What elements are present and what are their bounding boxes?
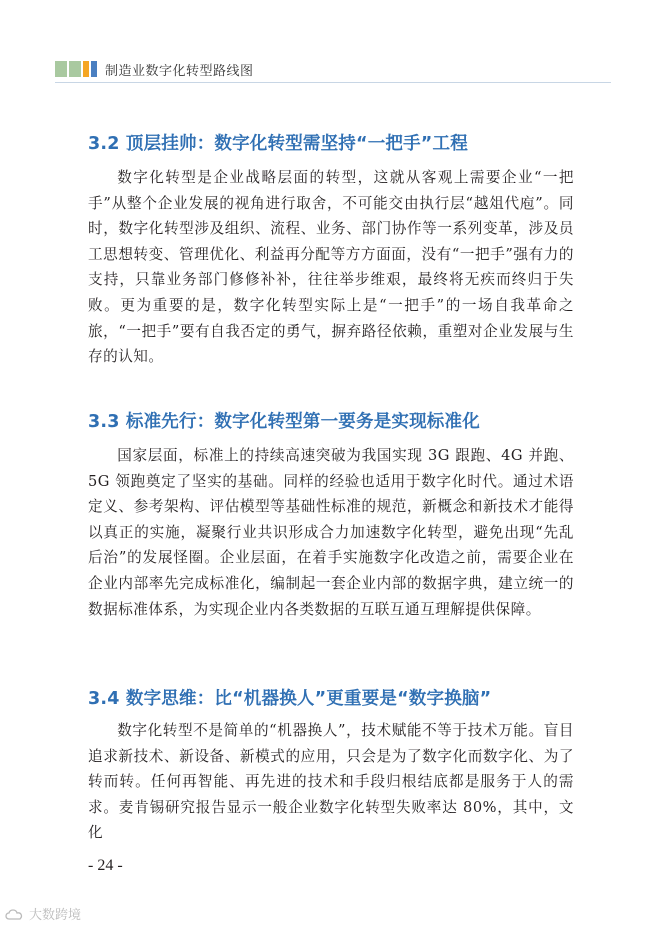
section-title-3-4: 3.4 数字思维：比“机器换人”更重要是“数字换脑” — [88, 689, 492, 709]
watermark — [4, 904, 81, 923]
section-title-3-2: 3.2 顶层挂帅：数字化转型需坚持“一把手”工程 — [88, 134, 468, 154]
header-title: 制造业数字化转型路线图 — [105, 63, 254, 79]
section-paragraph-3-2: 数字化转型是企业战略层面的转型，这就从客观上需要企业“一把手”从整个企业发展的视角进行取舍，不可能交由执行层“越俎代庖”。同时，数字化转型涉及组织、流程、业务、部门协作等一系列变革，涉及员工思想转变、管理优化、利益再分配等方方面面，没有“一把手”强有力的支持，只靠业务部门修修补补，往往举步维艰，最终将无疾而终归于失败。更为重要的是，数字化转型实际上是“一把手”的一场自我革命之旅，“一把手”要有自我否定的勇气，摒弃路径依赖，重塑对企业发展与生存的认知。 — [88, 169, 574, 366]
section-title-3-3: 3.3 标准先行：数字化转型第一要务是实现标准化 — [88, 412, 480, 432]
watermark-text: 大数跨境 — [29, 908, 82, 923]
running-header — [55, 59, 254, 79]
header-green-block-1 — [55, 61, 67, 77]
header-divider — [55, 82, 611, 83]
page-number: - 24 - — [88, 857, 123, 874]
header-blue-block — [91, 61, 97, 77]
section-paragraph-3-3: 国家层面，标准上的持续高速突破为我国实现 3G 跟跑、4G 并跑、5G 领跑奠定了坚实的基础。同样的经验也适用于数字化时代。通过术语定义、参考架构、评估模型等基础性标准的规范，新概念和新技术才能得以真正的实施，凝聚行业共识形成合力加速数字化转型，避免出现“先乱后治”的发展怪圈。企业层面，在着手实施数字化改造之前，需要企业在企业内部率先完成标准化，编制起一套企业内部的数据字典，建立统一的数据标准体系，为实现企业内各类数据的互联互通互理解提供保障。 — [88, 447, 574, 618]
cloud-logo-icon — [4, 907, 26, 921]
header-orange-block — [83, 61, 89, 77]
header-green-block-2 — [69, 61, 81, 77]
section-paragraph-3-4: 数字化转型不是简单的“机器换人”，技术赋能不等于技术万能。盲目追求新技术、新设备、新模式的应用，只会是为了数字化而数字化、为了转而转。任何再智能、再先进的技术和手段归根结底都是服务于人的需求。麦肯锡研究报告显示一般企业数字化转型失败率达 80%，其中，文化 — [88, 722, 574, 842]
